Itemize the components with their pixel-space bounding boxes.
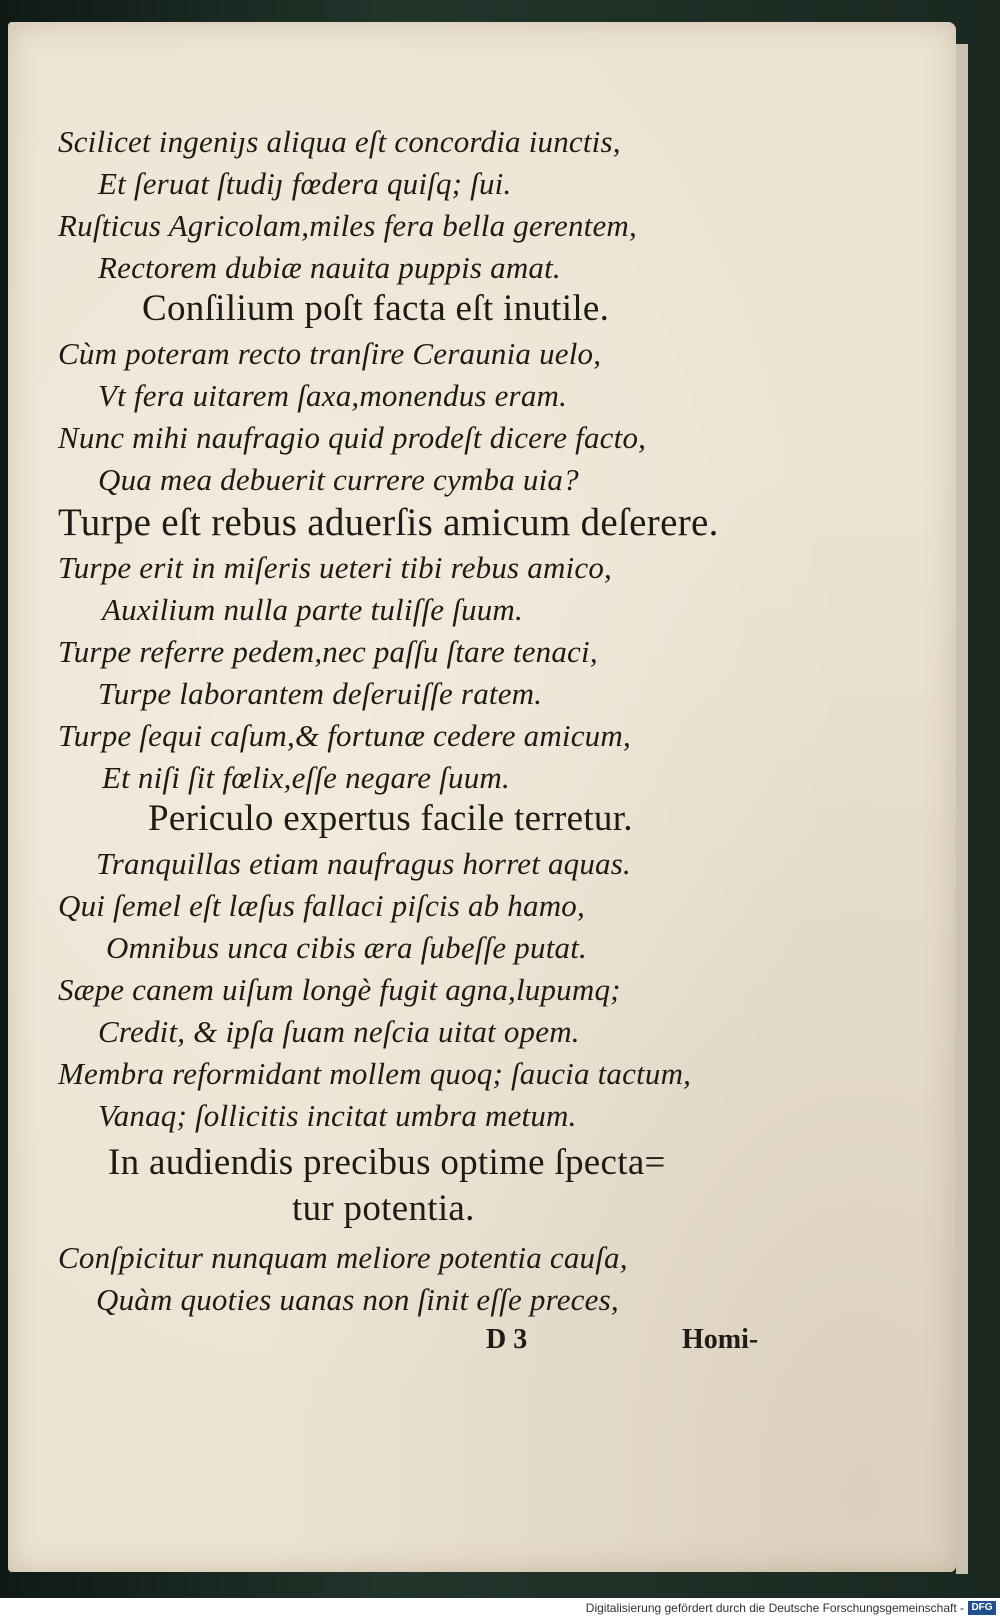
verse-line: Qui ſemel eſt læſus fallaci piſcis ab hamo, — [58, 888, 585, 923]
verse-line: Tranquillas etiam naufragus horret aquas. — [96, 846, 631, 881]
verse-line: Scilicet ingeniȷs aliqua eſt concordia iunctis, — [58, 124, 621, 159]
verse-line: Vt fera uitarem ſaxa,monendus eram. — [98, 378, 568, 413]
section-heading: Conſilium poſt facta eſt inutile. — [142, 288, 610, 329]
verse-line: Membra reformidant mollem quoq; ſaucia tactum, — [58, 1056, 692, 1091]
verse-line: Qua mea debuerit currere cymba uia? — [98, 462, 579, 497]
verse-line: Rectorem dubiæ nauita puppis amat. — [98, 250, 561, 285]
verse-line: Quàm quoties uanas non ſinit eſſe preces, — [96, 1282, 619, 1317]
section-heading: Turpe eſt rebus aduerſis amicum deſerere. — [58, 501, 719, 544]
verse-line: Sæpe canem uiſum longè fugit agna,lupumq; — [58, 972, 621, 1007]
verse-line: Turpe ſequi caſum,& fortunæ cedere amicum, — [58, 718, 631, 753]
dfg-logo-icon: DFG — [968, 1601, 996, 1615]
verse-line: Ruſticus Agricolam,miles fera bella gerentem, — [58, 208, 637, 243]
signature-mark: D 3 — [486, 1324, 528, 1355]
verse-line: Turpe erit in miſeris ueteri tibi rebus amico, — [58, 550, 612, 585]
verse-line: Cùm poteram recto tranſire Ceraunia uelo, — [58, 336, 602, 371]
verse-line: Et niſi ſit fœlix,eſſe negare ſuum. — [102, 760, 510, 795]
verse-line: Turpe referre pedem,nec paſſu ſtare tenaci, — [58, 634, 598, 669]
section-heading: Periculo expertus facile terretur. — [148, 798, 633, 839]
verse-line: Et ſeruat ſtudiȷ fœdera quiſq; ſui. — [98, 166, 512, 201]
verse-line: Nunc mihi naufragio quid prodeſt dicere facto, — [58, 420, 647, 455]
verse-line: Omnibus unca cibis æra ſubeſſe putat. — [106, 930, 587, 965]
footer-credit: Digitalisierung gefördert durch die Deutsche Forschungsgemeinschaft - — [585, 1601, 964, 1615]
catchword: Homi- — [682, 1324, 759, 1355]
verse-line: Turpe laborantem deſeruiſſe ratem. — [98, 676, 543, 711]
section-heading: In audiendis precibus optime ſpecta= — [108, 1142, 666, 1183]
verse-line: Auxilium nulla parte tuliſſe ſuum. — [102, 592, 523, 627]
verse-line: Conſpicitur nunquam meliore potentia cauſa, — [58, 1240, 628, 1275]
section-heading: tur potentia. — [292, 1188, 475, 1229]
footer-bar — [0, 1598, 1000, 1620]
verse-line: Vanaq; ſollicitis incitat umbra metum. — [98, 1098, 577, 1133]
verse-line: Credit, & ipſa ſuam neſcia uitat opem. — [98, 1014, 580, 1049]
